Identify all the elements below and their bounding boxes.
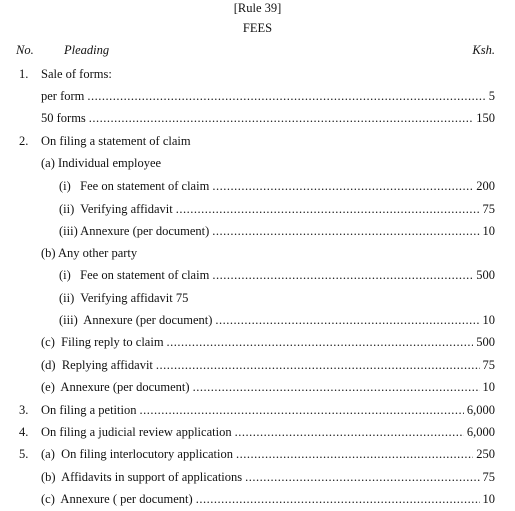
- fee-amount: 10: [482, 492, 495, 506]
- fee-amount: 10: [482, 313, 495, 327]
- fee-row: [41, 492, 495, 507]
- column-header-amount: Ksh.: [472, 43, 495, 57]
- fee-row: [59, 313, 495, 328]
- sub-heading: (b) Any other party: [41, 246, 138, 260]
- item-number: 2.: [19, 134, 29, 148]
- fee-row: [41, 470, 495, 485]
- fee-label: On filing a petition: [41, 403, 137, 417]
- fee-label: (d) Replying affidavit: [41, 358, 153, 372]
- item-number: 4.: [19, 425, 29, 439]
- fee-label: (ii) Verifying affidavit 75: [59, 291, 189, 305]
- dot-leader: [212, 179, 473, 194]
- document-title: FEES: [242, 21, 273, 35]
- dot-leader: [139, 403, 463, 418]
- fee-amount: 10: [482, 224, 495, 238]
- fee-amount: 5: [488, 89, 495, 103]
- fee-label: (i) Fee on statement of claim: [59, 268, 210, 282]
- fee-row: [41, 89, 495, 104]
- fee-label: (b) Affidavits in support of applications: [41, 470, 243, 484]
- fee-label: (c) Filing reply to claim: [41, 335, 164, 349]
- fee-row: [41, 335, 495, 350]
- fee-amount: 6,000: [466, 403, 495, 417]
- dot-leader: [156, 358, 480, 373]
- fee-row: [41, 111, 495, 126]
- fee-amount: 250: [476, 447, 495, 461]
- fee-row: [41, 403, 495, 418]
- dot-leader: [176, 202, 480, 217]
- fee-row: [59, 268, 495, 283]
- dot-leader: [212, 224, 479, 239]
- dot-leader: [235, 425, 464, 440]
- fee-amount: 6,000: [466, 425, 495, 439]
- fee-amount: 75: [482, 358, 495, 372]
- dot-leader: [236, 447, 473, 462]
- fee-amount: 200: [476, 179, 495, 193]
- fee-row: [59, 179, 495, 194]
- item-number: 5.: [19, 447, 29, 461]
- fee-amount: 10: [482, 380, 495, 394]
- dot-leader: [193, 380, 480, 395]
- item-number: 1.: [19, 67, 29, 81]
- dot-leader: [167, 335, 474, 350]
- fee-label: (c) Annexure ( per document): [41, 492, 193, 506]
- fee-amount: 75: [482, 470, 495, 484]
- fee-label: (ii) Verifying affidavit: [59, 202, 173, 216]
- fee-amount: 500: [476, 335, 495, 349]
- fee-label: (iii) Annexure (per document): [59, 313, 213, 327]
- dot-leader: [87, 89, 485, 104]
- dot-leader: [89, 111, 473, 126]
- dot-leader: [212, 268, 473, 283]
- sub-heading: (a) Individual employee: [41, 156, 162, 170]
- rule-reference: [Rule 39]: [233, 1, 282, 15]
- dot-leader: [215, 313, 479, 328]
- fee-label: (i) Fee on statement of claim: [59, 179, 210, 193]
- fee-amount: 150: [476, 111, 495, 125]
- fee-label: (a) On filing interlocutory application: [41, 447, 233, 461]
- fee-row: [41, 447, 495, 462]
- fee-label: 50 forms: [41, 111, 86, 125]
- item-heading: On filing a statement of claim: [41, 134, 191, 148]
- fee-row: [41, 425, 495, 440]
- dot-leader: [245, 470, 479, 485]
- fee-row: [59, 224, 495, 239]
- fee-row: [59, 202, 495, 217]
- item-heading: Sale of forms:: [41, 67, 112, 81]
- fee-label: (iii) Annexure (per document): [59, 224, 210, 238]
- fee-label: (e) Annexure (per document): [41, 380, 190, 394]
- fee-row: [41, 380, 495, 395]
- fee-label: On filing a judicial review application: [41, 425, 232, 439]
- column-header-no: No.: [16, 43, 34, 57]
- fee-amount: 75: [482, 202, 495, 216]
- fee-amount: 500: [476, 268, 495, 282]
- dot-leader: [196, 492, 480, 507]
- fee-row: [41, 358, 495, 373]
- column-header-pleading: Pleading: [64, 43, 110, 57]
- fee-label: per form: [41, 89, 85, 103]
- item-number: 3.: [19, 403, 29, 417]
